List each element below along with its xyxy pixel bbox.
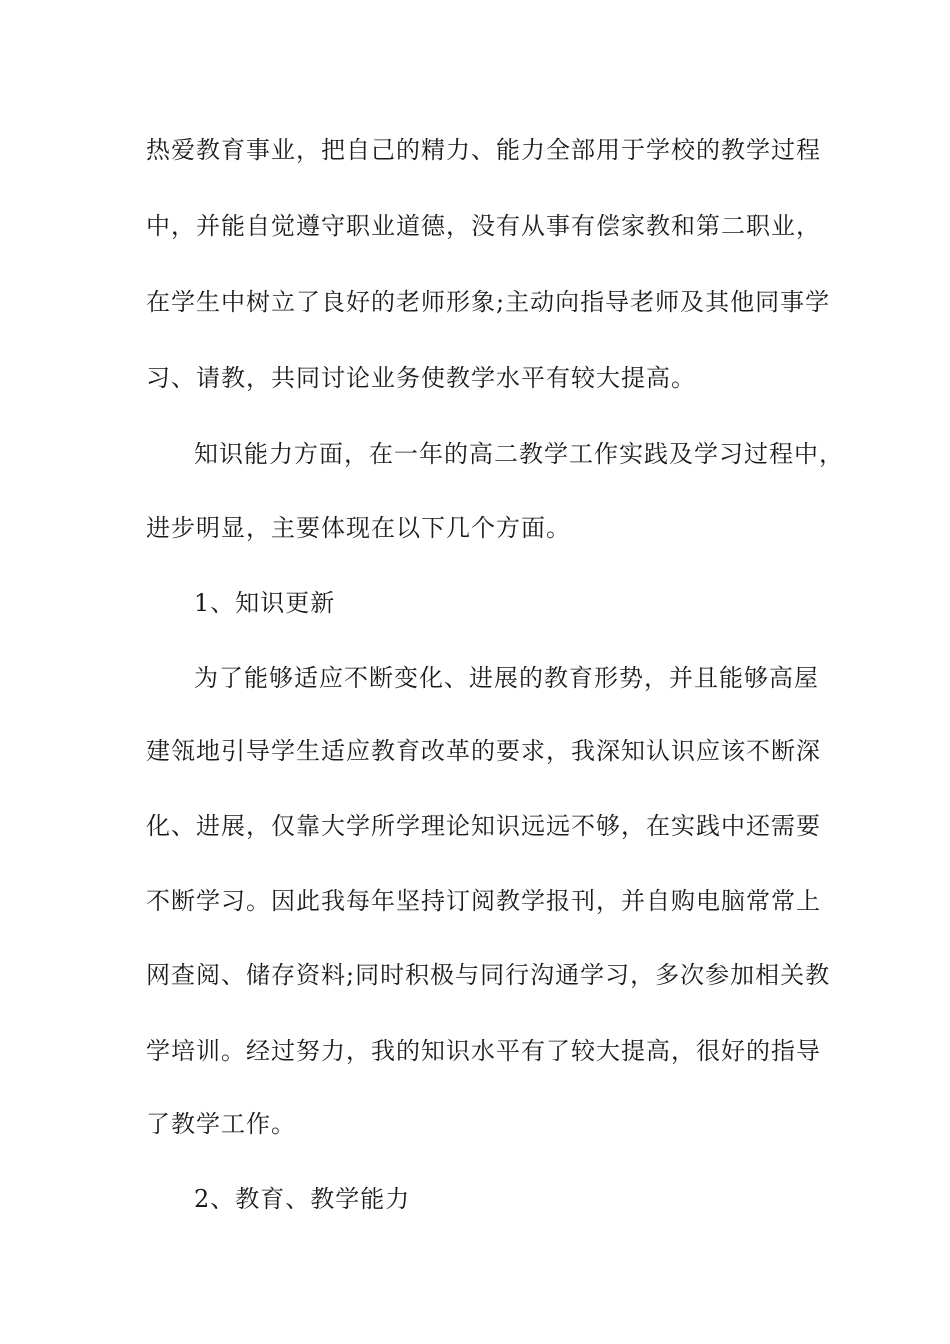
paragraph-line: 知识能力方面，在一年的高二教学工作实践及学习过程中， bbox=[194, 440, 844, 468]
paragraph-line: 热爱教育事业，把自己的精力、能力全部用于学校的教学过程 bbox=[146, 136, 821, 164]
section-heading: 2、教育、教学能力 bbox=[194, 1185, 411, 1213]
paragraph-line: 不断学习。因此我每年坚持订阅教学报刊，并自购电脑常常上 bbox=[146, 887, 821, 915]
paragraph-line: 化、进展，仅靠大学所学理论知识远远不够，在实践中还需要 bbox=[146, 812, 821, 840]
paragraph-line: 学培训。经过努力，我的知识水平有了较大提高，很好的指导 bbox=[146, 1037, 821, 1065]
section-heading: 1、知识更新 bbox=[194, 589, 336, 617]
paragraph-line: 网查阅、储存资料;同时积极与同行沟通学习，多次参加相关教 bbox=[146, 961, 831, 989]
paragraph-line: 建瓴地引导学生适应教育改革的要求，我深知认识应该不断深 bbox=[146, 737, 821, 765]
paragraph-line: 进步明显，主要体现在以下几个方面。 bbox=[146, 514, 571, 542]
paragraph-line: 中，并能自觉遵守职业道德，没有从事有偿家教和第二职业， bbox=[146, 212, 821, 240]
paragraph-line: 了教学工作。 bbox=[146, 1110, 296, 1138]
paragraph-line: 在学生中树立了良好的老师形象;主动向指导老师及其他同事学 bbox=[146, 288, 831, 316]
paragraph-line: 习、请教，共同讨论业务使教学水平有较大提高。 bbox=[146, 364, 696, 392]
paragraph-line: 为了能够适应不断变化、进展的教育形势，并且能够高屋 bbox=[194, 664, 819, 692]
